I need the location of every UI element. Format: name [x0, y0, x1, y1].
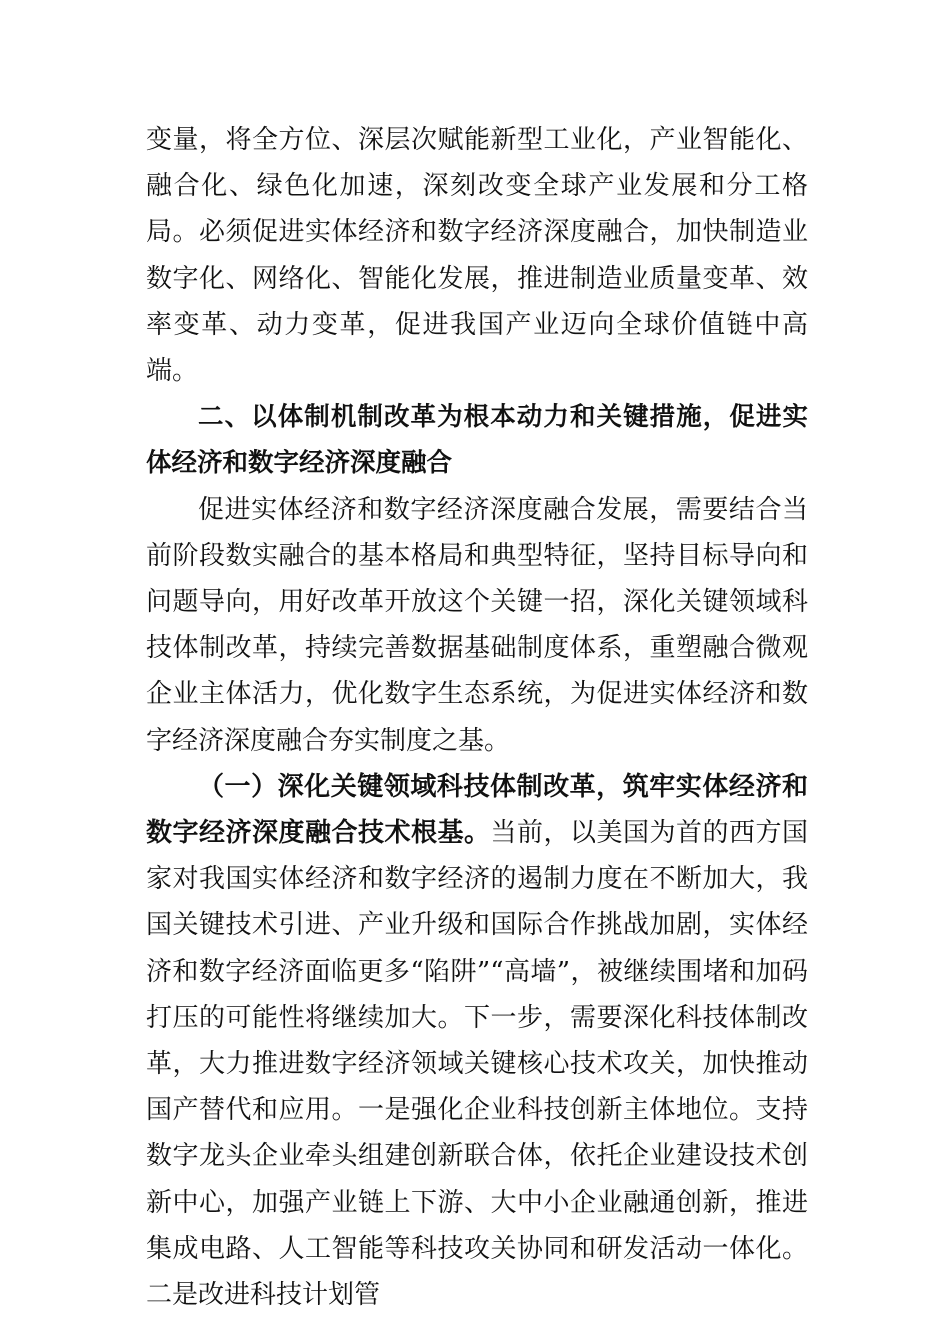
section-heading-2: 二、以体制机制改革为根本动力和关键措施，促进实体经济和数字经济深度融合	[146, 402, 808, 479]
paragraph-continuation: 变量，将全方位、深层次赋能新型工业化，产业智能化、融合化、绿色化加速，深刻改变全球产业发展和分工格局。必须促进实体经济和数字经济深度融合，加快制造业数字化、网络化、智能化发展，推进制造业质量变革、效率变革、动力变革，促进我国产业迈向全球价值链中高端。	[146, 125, 808, 387]
document-body	[146, 117, 808, 1318]
paragraph-section-intro-text: 促进实体经济和数字经济深度融合发展，需要结合当前阶段数实融合的基本格局和典型特征，坚持目标导向和问题导向，用好改革开放这个关键一招，深化关键领域科技体制改革，持续完善数据基础制度体系，重塑融合微观企业主体活力，优化数字生态系统，为促进实体经济和数字经济深度融合夯实制度之基。	[146, 494, 808, 756]
paragraph-subsection-1	[146, 764, 808, 1318]
subsection-title-1: （一）深化关键领域科技体制改革，筑牢实体经济和数字经济深度融合技术根基。	[146, 771, 808, 849]
paragraph-section-intro	[146, 487, 808, 764]
subsection-body-1: 当前，以美国为首的西方国家对我国实体经济和数字经济的遏制力度在不断加大，我国关键技术引进、产业升级和国际合作挑战加剧，实体经济和数字经济面临更多“陷阱”“高墙”，被继续围堵和加码打压的可能性将继续加大。下一步，需要深化科技体制改革，大力推进数字经济领域关键核心技术攻关，加快推动国产替代和应用。一是强化企业科技创新主体地位。支持数字龙头企业牵头组建创新联合体，依托企业建设技术创新中心，加强产业链上下游、大中小企业融通创新，推进集成电路、人工智能等科技攻关协同和研发活动一体化。二是改进科技计划管	[146, 818, 808, 1311]
